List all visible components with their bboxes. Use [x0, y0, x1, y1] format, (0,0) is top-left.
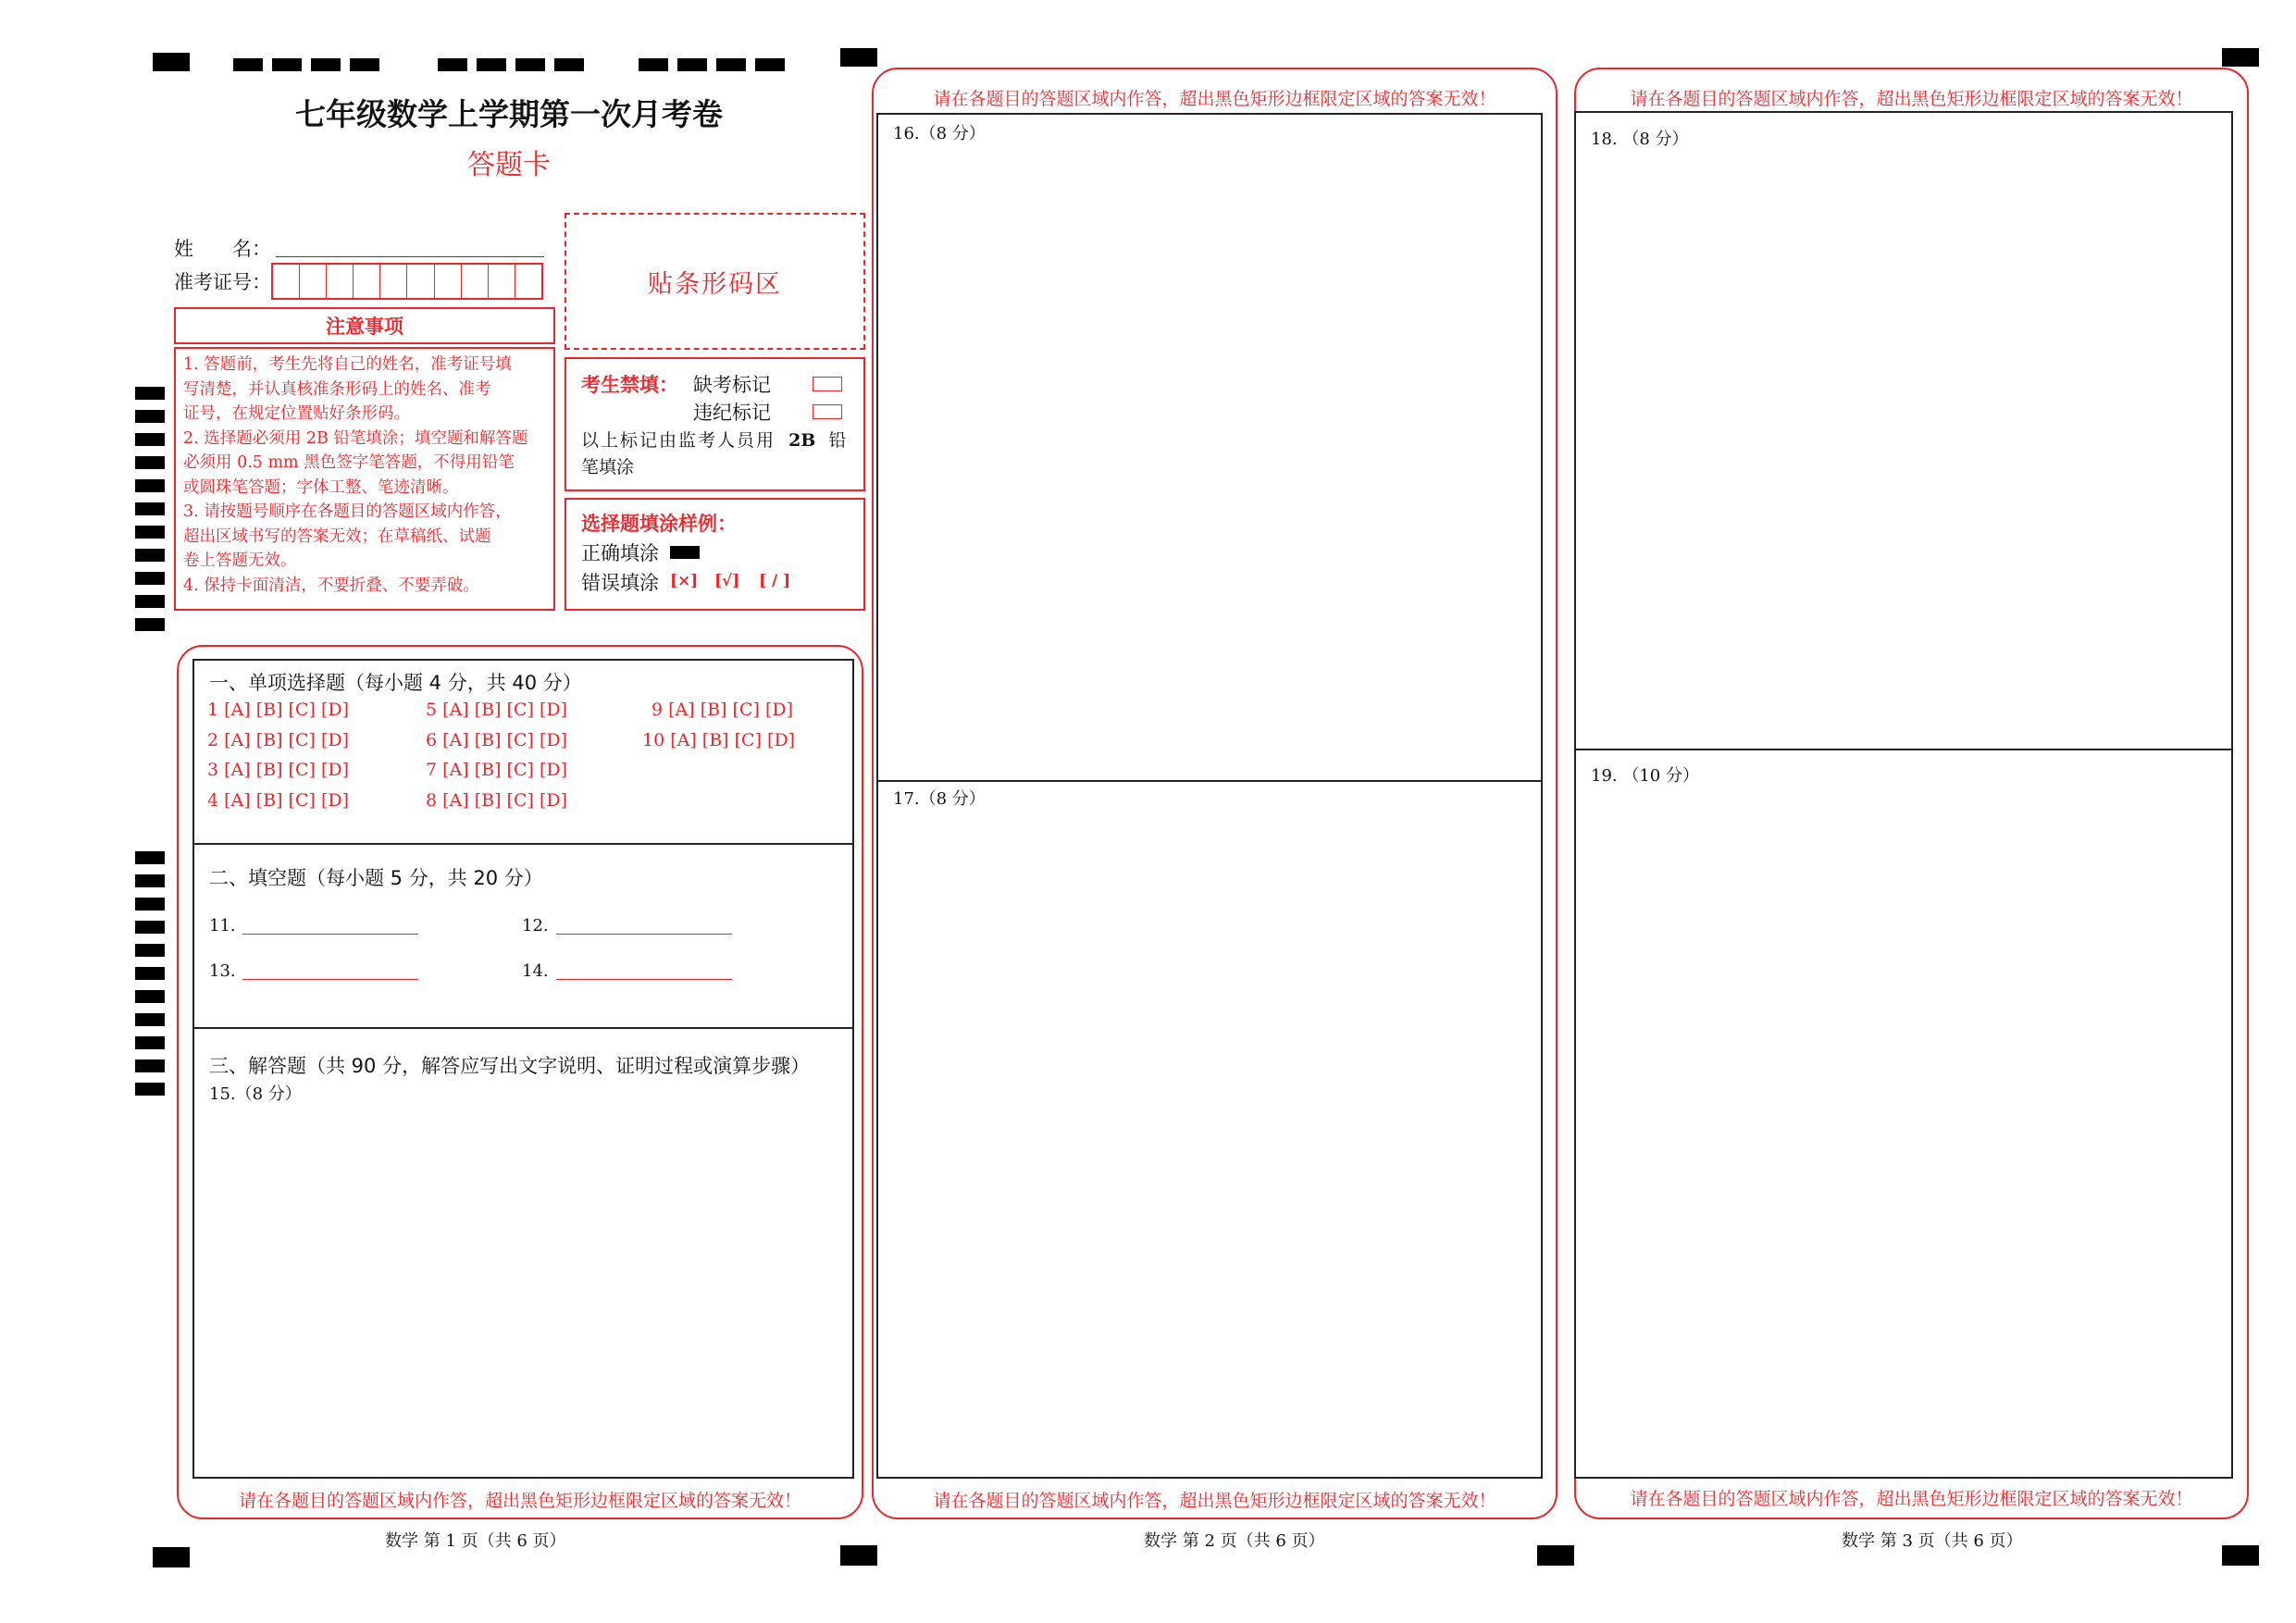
sample-correct-mark — [670, 546, 700, 559]
absent-checkbox[interactable] — [813, 377, 842, 391]
notice-title-box — [174, 307, 555, 344]
id-label: 准考证号： — [174, 271, 271, 293]
section-choice — [192, 659, 854, 845]
sample-correct-label: 正确填涂 — [581, 542, 659, 564]
timing-mark — [350, 58, 379, 71]
id-box[interactable] — [515, 265, 541, 298]
question-19-label: 19. （10 分） — [1591, 766, 1699, 786]
violation-label: 违纪标记 — [693, 402, 771, 424]
name-label: 姓 名： — [174, 238, 271, 260]
notice-line: 2. 选择题必须用 2B 铅笔填涂；填空题和解答题 — [183, 428, 528, 448]
timing-mark — [135, 944, 165, 957]
timing-mark — [135, 618, 165, 631]
timing-mark — [135, 1013, 165, 1026]
barcode-area — [565, 213, 865, 350]
timing-mark — [135, 595, 165, 608]
timing-mark — [554, 58, 584, 71]
timing-mark — [135, 1036, 165, 1049]
notice-line: 4. 保持卡面清洁，不要折叠、不要弄破。 — [183, 576, 479, 595]
question-18-area[interactable] — [1574, 111, 2233, 750]
choice-item[interactable]: 10 [A] [B] [C] [D] — [642, 730, 796, 750]
choice-item[interactable]: 8 [A] [B] [C] [D] — [426, 790, 568, 811]
id-boxes[interactable] — [271, 263, 543, 300]
timing-mark — [135, 967, 165, 980]
sample-wrong-mark: [ / ] — [759, 572, 791, 590]
fill-label: 11. — [209, 916, 236, 935]
name-field[interactable] — [276, 256, 544, 257]
sample-box — [565, 498, 865, 611]
choice-item[interactable]: 6 [A] [B] [C] [D] — [426, 730, 568, 750]
notice-line: 卷上答题无效。 — [183, 551, 297, 570]
warning-text: 请在各题目的答题区域内作答，超出黑色矩形边框限定区域的答案无效！ — [933, 1491, 1496, 1511]
warning-text: 请在各题目的答题区域内作答，超出黑色矩形边框限定区域的答案无效！ — [238, 1491, 801, 1511]
notice-line: 写清楚，并认真核准条形码上的姓名、准考 — [183, 379, 491, 399]
absent-label: 缺考标记 — [693, 374, 771, 396]
fill-blank-11[interactable] — [242, 934, 418, 935]
question-17-label: 17.（8 分） — [893, 789, 986, 809]
notice-line: 超出区域书写的答案无效；在草稿纸、试题 — [183, 527, 491, 546]
timing-mark — [639, 58, 668, 71]
timing-mark — [135, 502, 165, 515]
corner-mark — [153, 53, 190, 71]
forbidden-note-suffix: 铅 — [828, 430, 847, 451]
timing-mark — [477, 58, 506, 71]
barcode-label: 贴条形码区 — [648, 269, 782, 299]
corner-mark — [153, 1547, 190, 1567]
fill-blank-12[interactable] — [556, 934, 732, 935]
warning-text: 请在各题目的答题区域内作答，超出黑色矩形边框限定区域的答案无效！ — [1630, 89, 2193, 109]
id-box[interactable] — [300, 265, 327, 298]
corner-mark — [2222, 1545, 2259, 1566]
corner-mark — [840, 1545, 877, 1566]
timing-mark — [135, 1059, 165, 1072]
notice-line: 必须用 0.5 mm 黑色签字笔答题，不得用铅笔 — [183, 453, 515, 472]
timing-mark — [135, 572, 165, 585]
timing-mark — [135, 1083, 165, 1096]
forbidden-note-line2: 笔填涂 — [581, 457, 635, 477]
notice-title: 注意事项 — [326, 316, 403, 338]
section-fill-title: 二、填空题（每小题 5 分，共 20 分） — [209, 867, 543, 889]
page-footer: 数学 第 2 页（共 6 页） — [1144, 1531, 1325, 1551]
choice-item[interactable]: 9 [A] [B] [C] [D] — [652, 700, 794, 720]
timing-mark — [233, 58, 263, 71]
timing-mark — [135, 433, 165, 446]
corner-mark — [2222, 48, 2259, 67]
question-15-label: 15.（8 分） — [209, 1084, 302, 1104]
id-box[interactable] — [489, 265, 515, 298]
page-title: 七年级数学上学期第一次月考卷 — [295, 96, 723, 132]
page-footer: 数学 第 3 页（共 6 页） — [1842, 1531, 2023, 1551]
page-footer: 数学 第 1 页（共 6 页） — [385, 1531, 566, 1551]
timing-mark — [135, 874, 165, 887]
question-19-area[interactable] — [1574, 749, 2233, 1479]
forbidden-note-prefix: 以上标记由监考人员用 — [581, 430, 776, 451]
warning-text: 请在各题目的答题区域内作答，超出黑色矩形边框限定区域的答案无效！ — [933, 89, 1496, 109]
fill-blank-13[interactable] — [242, 979, 418, 980]
id-box[interactable] — [380, 265, 407, 298]
section-solve-title: 三、解答题（共 90 分，解答应写出文字说明、证明过程或演算步骤） — [209, 1055, 811, 1077]
choice-item[interactable]: 3 [A] [B] [C] [D] — [207, 760, 350, 780]
forbidden-note — [581, 427, 846, 452]
forbidden-box — [565, 357, 865, 491]
warning-text: 请在各题目的答题区域内作答，超出黑色矩形边框限定区域的答案无效！ — [1630, 1489, 2193, 1509]
timing-mark — [272, 58, 302, 71]
corner-mark — [1537, 1545, 1574, 1566]
sample-wrong-mark: [√] — [714, 572, 740, 590]
choice-item[interactable]: 2 [A] [B] [C] [D] — [207, 730, 350, 750]
notice-line: 或圆珠笔答题；字体工整、笔迹清晰。 — [183, 477, 459, 497]
id-box[interactable] — [354, 265, 380, 298]
id-box[interactable] — [407, 265, 434, 298]
timing-mark — [135, 410, 165, 423]
id-box[interactable] — [327, 265, 354, 298]
question-18-label: 18. （8 分） — [1591, 130, 1689, 149]
choice-item[interactable]: 5 [A] [B] [C] [D] — [426, 700, 568, 720]
timing-mark — [135, 479, 165, 492]
question-17-area[interactable] — [876, 780, 1543, 1479]
timing-mark — [755, 58, 785, 71]
fill-label: 12. — [522, 916, 549, 935]
choice-item[interactable]: 4 [A] [B] [C] [D] — [207, 790, 350, 811]
choice-item[interactable]: 1 [A] [B] [C] [D] — [207, 700, 350, 720]
fill-label: 14. — [522, 961, 549, 981]
page-subtitle: 答题卡 — [467, 149, 551, 181]
timing-mark — [135, 921, 165, 934]
question-16-area[interactable] — [876, 113, 1543, 782]
forbidden-label: 考生禁填： — [581, 374, 678, 396]
timing-mark — [515, 58, 545, 71]
id-box[interactable] — [435, 265, 462, 298]
question-16-label: 16.（8 分） — [893, 124, 986, 143]
fill-label: 13. — [209, 961, 236, 981]
violation-checkbox[interactable] — [813, 404, 842, 419]
timing-mark — [135, 851, 165, 864]
timing-mark — [135, 456, 165, 469]
timing-mark — [135, 387, 165, 400]
timing-mark — [677, 58, 707, 71]
timing-mark — [135, 526, 165, 539]
timing-mark — [311, 58, 341, 71]
section-solve[interactable] — [192, 1027, 854, 1479]
timing-mark — [135, 898, 165, 911]
sample-wrong-label: 错误填涂 — [581, 572, 659, 594]
section-choice-title: 一、单项选择题（每小题 4 分，共 40 分） — [209, 672, 582, 694]
id-box[interactable] — [273, 265, 300, 298]
notice-line: 证号，在规定位置贴好条形码。 — [183, 404, 410, 423]
sample-title: 选择题填涂样例： — [581, 513, 737, 535]
timing-mark — [135, 990, 165, 1003]
timing-mark — [135, 549, 165, 562]
timing-mark — [716, 58, 746, 71]
sample-wrong-mark: [×] — [670, 572, 699, 590]
id-box[interactable] — [462, 265, 489, 298]
timing-mark — [438, 58, 467, 71]
corner-mark — [840, 48, 877, 67]
section-fill — [192, 843, 854, 1029]
fill-blank-14[interactable] — [556, 979, 732, 980]
notice-box — [174, 347, 555, 611]
notice-line: 1. 答题前，考生先将自己的姓名，准考证号填 — [183, 355, 512, 374]
choice-item[interactable]: 7 [A] [B] [C] [D] — [426, 760, 568, 780]
notice-line: 3. 请按题号顺序在各题目的答题区域内作答， — [183, 502, 512, 521]
forbidden-note-bold: 2B — [788, 430, 816, 451]
